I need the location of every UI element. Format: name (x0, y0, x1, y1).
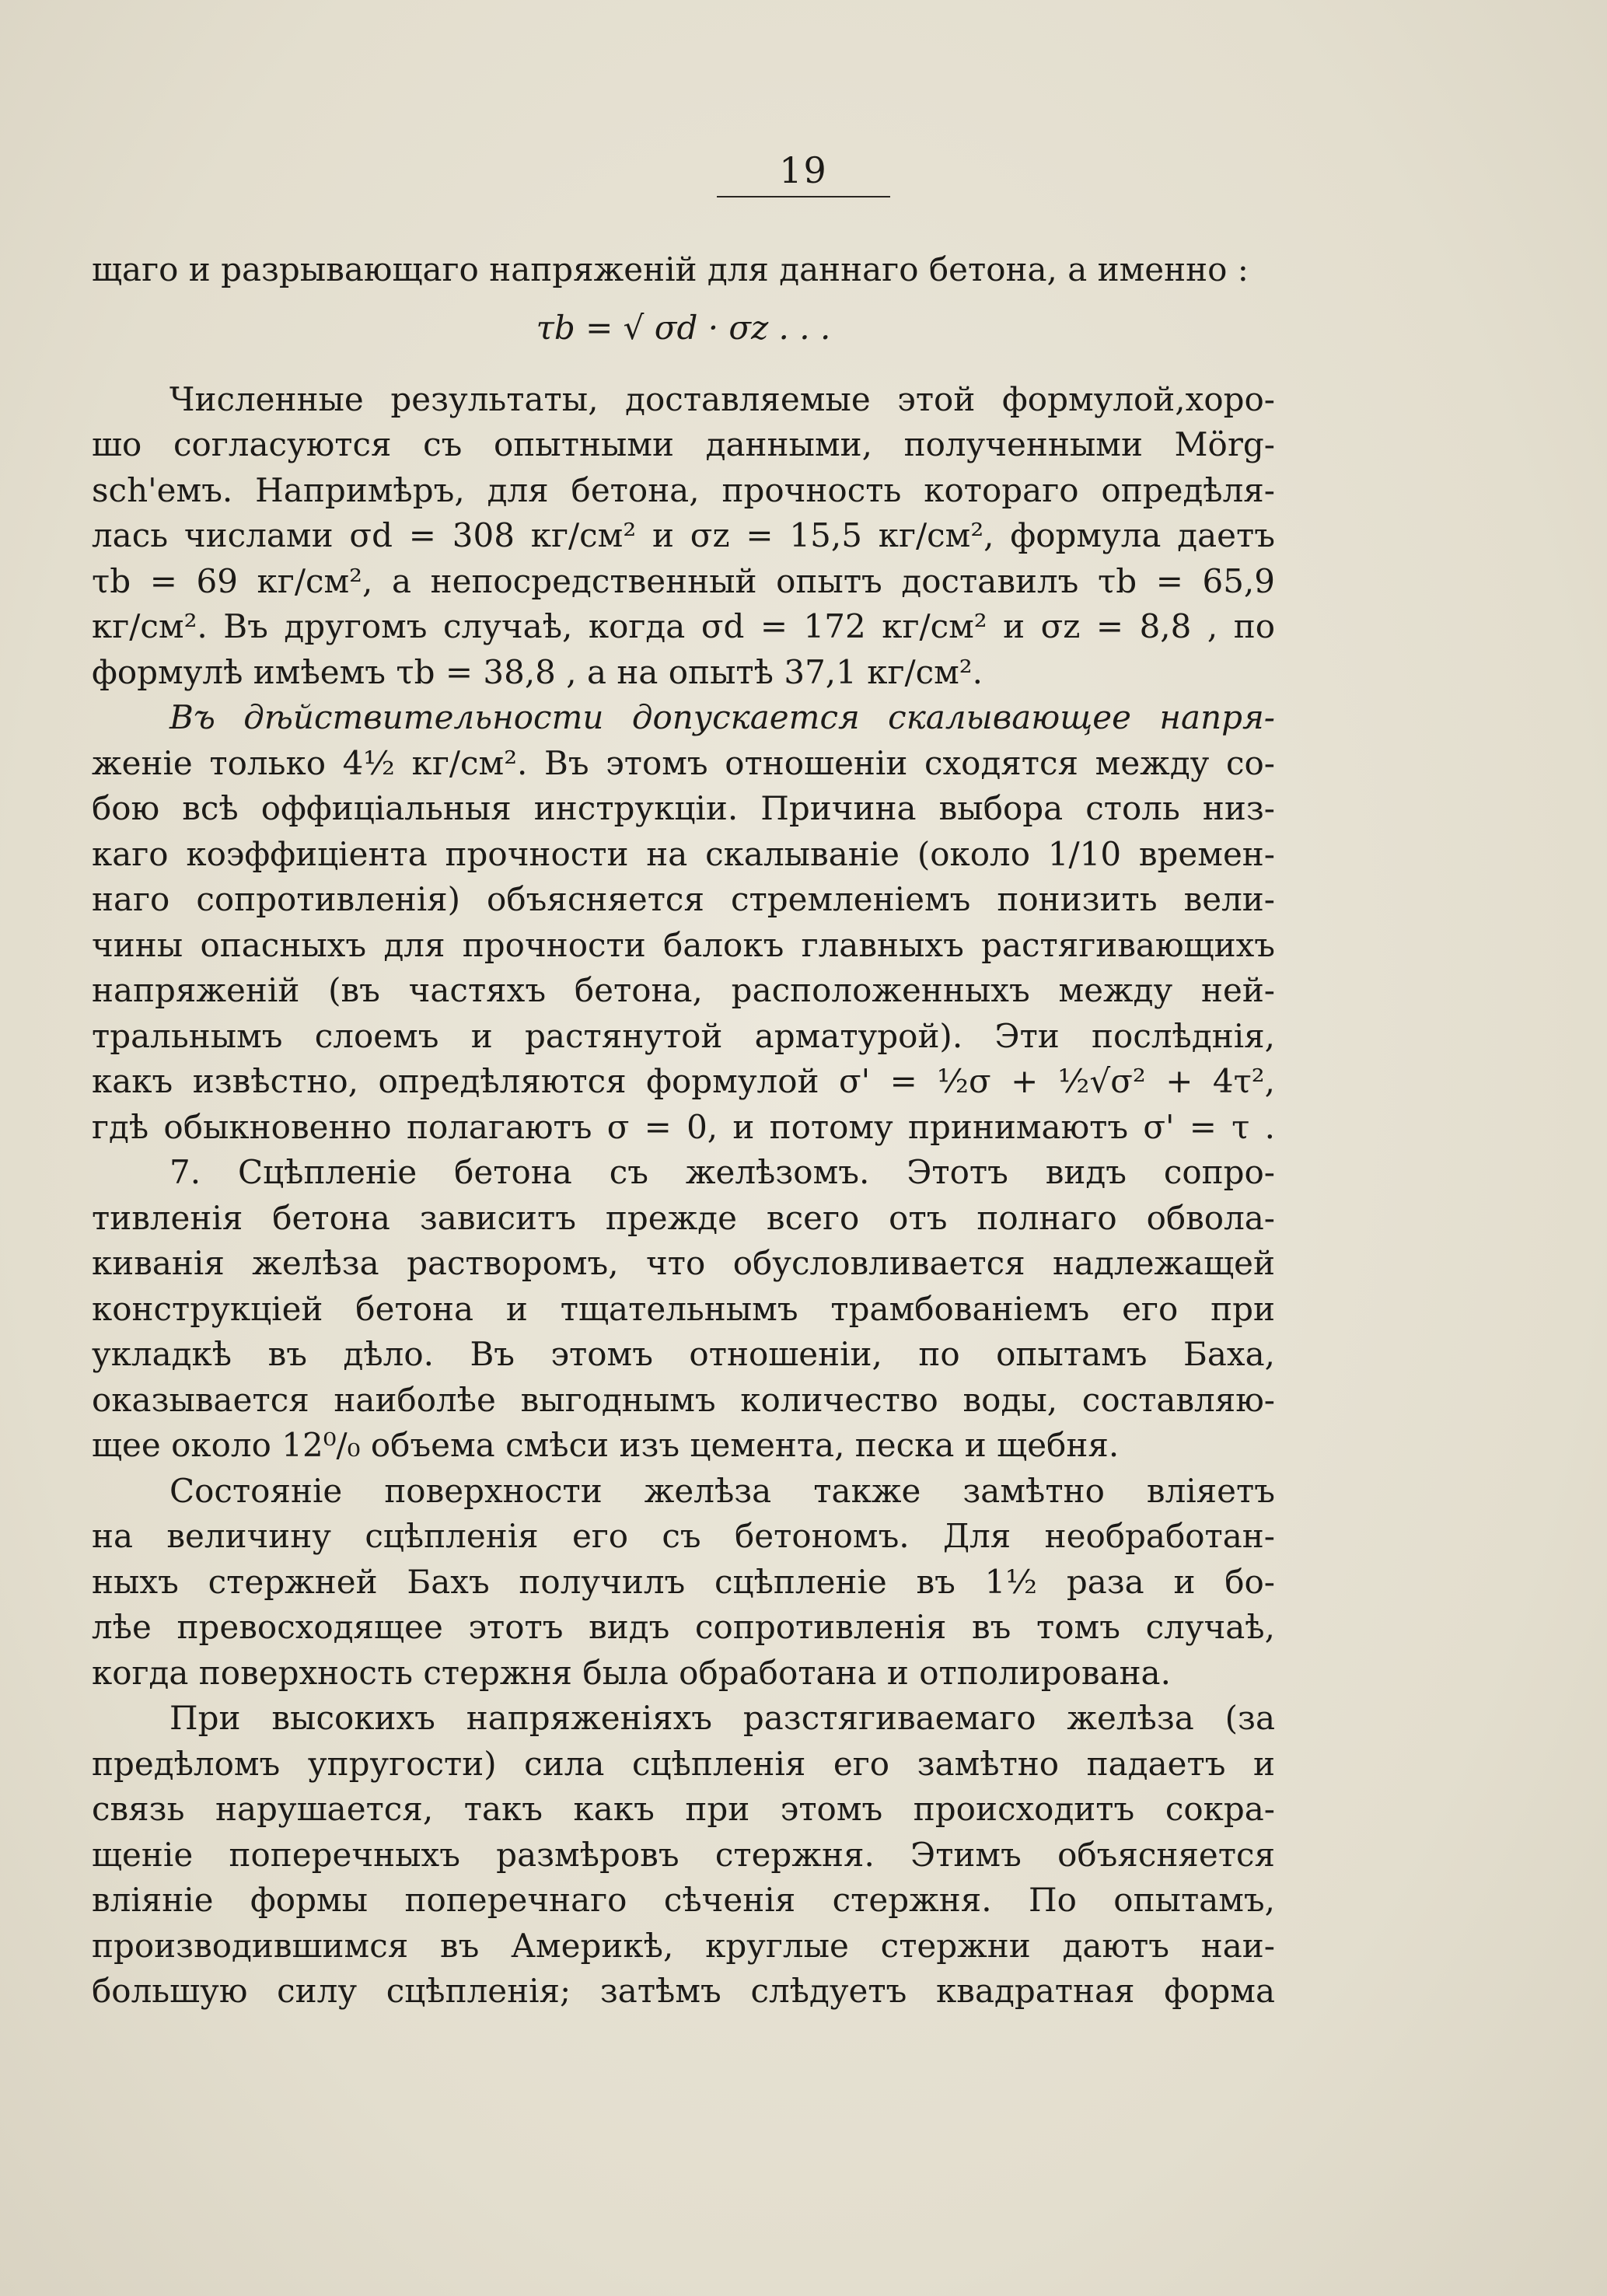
text-line: киванія желѣза растворомъ, что обусловливается надлежащей (92, 1244, 1275, 1282)
text-line: на величину сцѣпленія его съ бетономъ. Для необработан- (92, 1517, 1275, 1555)
text-line: лась числами σd = 308 кг/см² и σz = 15,5 кг/см², формула даетъ (92, 516, 1275, 554)
text-line: Въ дѣйствительности допускается скалывающее напря- (169, 698, 1275, 736)
page-number-text: 19 (717, 152, 890, 197)
formula-line: τb = √ σd · σz . . . (536, 308, 831, 347)
text-line: ныхъ стержней Бахъ получилъ сцѣпленіе въ 1½ раза и бо- (92, 1562, 1275, 1601)
text-line: щее около 12⁰/₀ объема смѣси изъ цемента, песка и щебня. (92, 1426, 1120, 1464)
text-line: конструкціей бетона и тщательнымъ трамбованіемъ его при (92, 1289, 1275, 1328)
text-line: гдѣ обыкновенно полагаютъ σ = 0, и потому принимаютъ σ' = τ . (92, 1107, 1275, 1146)
text-line: оказывается наиболѣе выгоднымъ количество воды, составляю- (92, 1380, 1275, 1419)
text-line: тральнымъ слоемъ и растянутой арматурой). Эти послѣднія, (92, 1016, 1275, 1055)
text-line: бою всѣ оффиціальныя инструкціи. Причина выбора столь низ- (92, 789, 1275, 827)
text-line: каго коэффиціента прочности на скалываніе (около 1/10 времен- (92, 834, 1275, 873)
text-line: щаго и разрывающаго напряженій для даннаго бетона, а именно : (92, 250, 1249, 288)
text-line: sch'емъ. Напримѣръ, для бетона, прочность котораго опредѣля- (92, 470, 1275, 509)
text-line: производившимся въ Америкѣ, круглые стержни даютъ наи- (92, 1926, 1275, 1965)
text-line: укладкѣ въ дѣло. Въ этомъ отношеніи, по опытамъ Баха, (92, 1335, 1275, 1373)
body-text (92, 247, 1275, 2015)
text-line: Состояніе поверхности желѣза также замѣтно вліяетъ (169, 1471, 1275, 1510)
text-line: какъ извѣстно, опредѣляются формулой σ' = ½σ + ½√σ² + 4τ², (92, 1062, 1275, 1100)
text-line: При высокихъ напряженіяхъ разстягиваемаго желѣза (за (169, 1699, 1275, 1737)
text-line: кг/см². Въ другомъ случаѣ, когда σd = 172 кг/см² и σz = 8,8 , по (92, 607, 1275, 645)
text-line: женіе только 4½ кг/см². Въ этомъ отношеніи сходятся между со- (92, 743, 1275, 782)
text-line: формулѣ имѣемъ τb = 38,8 , а на опытѣ 37,1 кг/см². (92, 652, 983, 691)
text-line: тивленія бетона зависитъ прежде всего отъ полнаго обвола- (92, 1198, 1275, 1237)
text-line: шо согласуются съ опытными данными, полученными Mörg- (92, 425, 1275, 463)
text-line: большую силу сцѣпленія; затѣмъ слѣдуетъ квадратная форма (92, 1972, 1275, 2010)
text-line: щеніе поперечныхъ размѣровъ стержня. Этимъ объясняется (92, 1835, 1275, 1874)
text-line: лѣе превосходящее этотъ видъ сопротивленія въ томъ случаѣ, (92, 1608, 1275, 1646)
text-line: наго сопротивленія) объясняется стремленіемъ понизить вели- (92, 880, 1275, 918)
text-line: τb = 69 кг/см², а непосредственный опытъ доставилъ τb = 65,9 (92, 561, 1275, 600)
text-line: когда поверхность стержня была обработана и отполирована. (92, 1653, 1171, 1692)
text-line: Численные результаты, доставляемые этой формулой,хоро- (169, 379, 1275, 418)
text-line: 7. Сцѣпленіе бетона съ желѣзомъ. Этотъ видъ сопро- (169, 1153, 1275, 1191)
text-line: чины опасныхъ для прочности балокъ главныхъ растягивающихъ (92, 925, 1275, 964)
text-line: предѣломъ упругости) сила сцѣпленія его замѣтно падаетъ и (92, 1744, 1275, 1783)
text-line: связь нарушается, такъ какъ при этомъ происходитъ сокра- (92, 1790, 1275, 1828)
page-number (0, 149, 1607, 197)
text-line: вліяніе формы поперечнаго сѣченія стержня. По опытамъ, (92, 1881, 1275, 1919)
text-line: напряженій (въ частяхъ бетона, расположенныхъ между ней- (92, 971, 1275, 1009)
